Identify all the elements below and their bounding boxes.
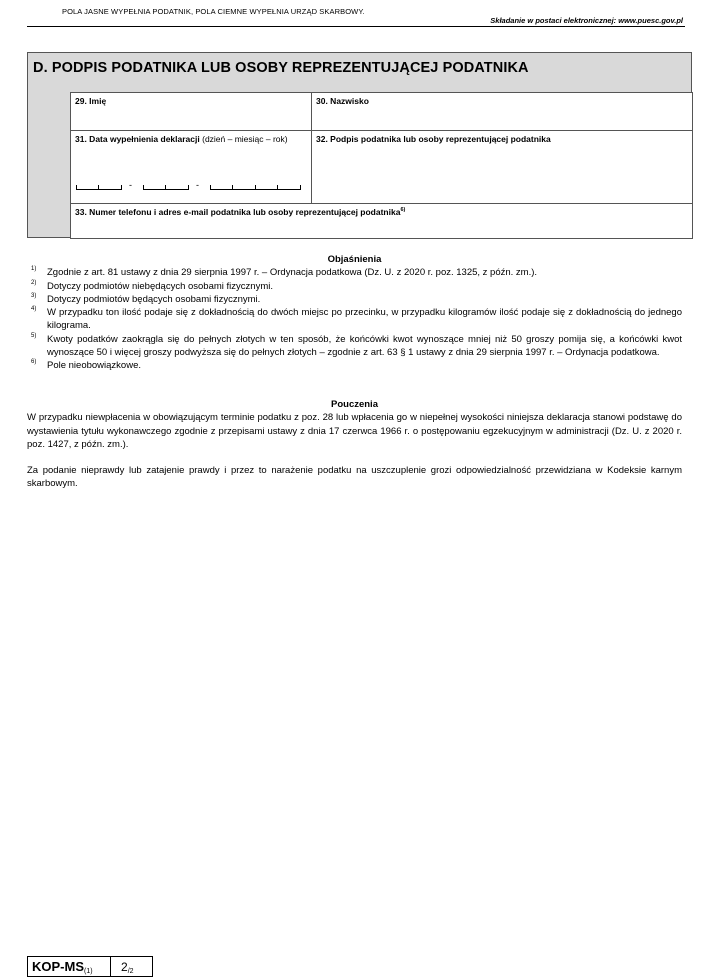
field-30-last-name[interactable] — [311, 92, 693, 131]
electronic-submission-note: Składanie w postaci elektronicznej: www.puesc.gov.pl — [490, 16, 683, 25]
page-number: $2_{/2}$ — [121, 960, 134, 975]
date-month-boxes[interactable] — [143, 179, 188, 190]
footnote-item: 6) Pole nieobowiązkowe. — [31, 359, 142, 372]
instructions-paragraph: Za podanie nieprawdy lub zatajenie prawdy i przez to narażenie podatku na uszczuplenie grozi odpowiedzialność przewidziana w Kodeksie karnym skarbowym. — [27, 465, 682, 490]
field-32-signature[interactable] — [311, 130, 693, 204]
explanations-block — [27, 253, 682, 373]
fill-instruction-note: POLA JASNE WYPEŁNIA PODATNIK, POLA CIEMNE WYPEŁNIA URZĄD SKARBOWY. — [62, 7, 365, 16]
section-d-signature — [27, 52, 692, 238]
header-divider — [27, 26, 685, 27]
page-total: /2 — [127, 968, 134, 975]
date-day-boxes[interactable] — [76, 179, 121, 190]
footnote-item: 5) Kwoty podatków zaokrągla się do pełnych złotych w ten sposób, że końcówki kwot wynoszące mniej niż 50 groszy pomija się, a końcówki kwot wynoszące 50 i więcej groszy podwyższa się do pełnych złotych – zgodnie z art. 63 § 1 ustawy z dnia 29 sierpnia 1997 r. – Ordynacja podatkowa. — [31, 332, 682, 359]
instructions-heading: Pouczenia — [331, 399, 378, 410]
field-33-label: 33. Numer telefonu i adres e-mail podatnika lub osoby reprezentującej podatnika — [75, 207, 401, 217]
section-d-title: D. PODPIS PODATNIKA LUB OSOBY REPREZENTUJĄCEJ PODATNIKA — [33, 60, 529, 76]
field-31-label: 31. Data wypełnienia deklaracji — [75, 134, 200, 144]
date-separator: - — [196, 180, 199, 190]
date-separator: - — [129, 180, 132, 190]
footnote-item: 1) Zgodnie z art. 81 ustawy z dnia 29 sierpnia 1997 r. – Ordynacja podatkowa (Dz. U. z 2020 r. poz. 1325, z późn. zm.). — [31, 266, 538, 279]
field-31-filling-date[interactable] — [70, 130, 312, 204]
form-footer — [27, 956, 153, 977]
field-33-contact[interactable] — [70, 203, 693, 239]
footnote-item: 2) Dotyczy podmiotów niebędących osobami fizycznymi. — [31, 279, 273, 292]
field-30-label: 30. Nazwisko — [316, 96, 369, 106]
field-29-label: 29. Imię — [75, 96, 107, 106]
instructions-paragraph: W przypadku niewpłacenia w obowiązującym terminie podatku z poz. 28 lub wpłacenia go w niepełnej wysokości niniejsza deklaracja stanowi podstawę do wystawienia tytułu wykonawczego zgodnie z przepisami ustawy z dnia 17 czerwca 1966 r. o postępowaniu egzekucyjnym w administracji (Dz. U. z 2020 r. poz. 1427, z późn. zm.). — [27, 412, 682, 450]
form-code: KOP-$MS_{(1)}$ — [28, 957, 111, 976]
field-32-label: 32. Podpis podatnika lub osoby reprezentującej podatnika — [316, 134, 551, 144]
instructions-block — [27, 398, 682, 491]
explanations-heading: Objaśnienia — [327, 254, 382, 265]
field-31-hint: (dzień – miesiąc – rok) — [202, 134, 288, 144]
footnote-item: 3) Dotyczy podmiotów będących osobami fizycznymi. — [31, 292, 261, 305]
form-variant: (1) — [84, 968, 93, 975]
footnote-item: 4) W przypadku ton ilość podaje się z dokładnością do dwóch miejsc po przecinku, w przypadku kilogramów ilość podaje się z dokładnością do jednego kilograma. — [31, 306, 682, 332]
field-33-footnote-ref: 6) — [400, 207, 406, 214]
date-year-boxes[interactable] — [210, 179, 300, 190]
field-29-first-name[interactable] — [70, 92, 312, 131]
